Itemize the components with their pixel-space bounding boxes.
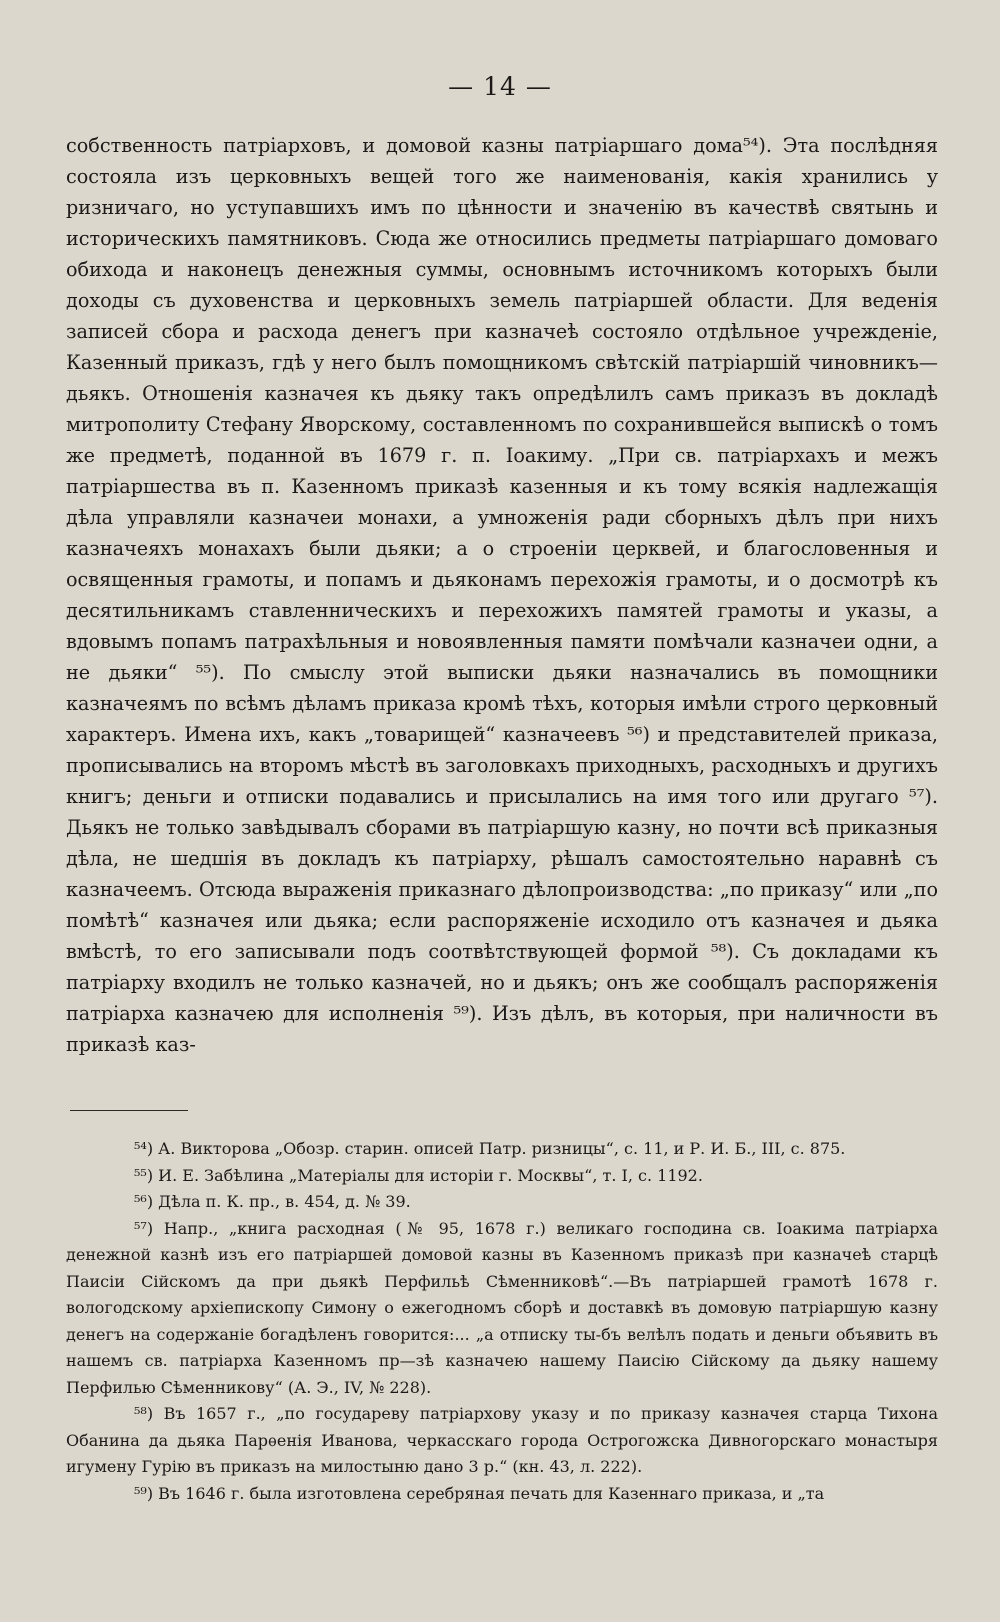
footnote-57: ⁵⁷) Напр., „книга расходная (№ 95, 1678 г.) великаго господина св. Іоакима патріарха денежной казнѣ изъ его патріаршей домовой казны въ Казенномъ приказѣ при казначеѣ старцѣ Паисіи Сійскомъ да при дьякѣ Перфильѣ Сѣменниковѣ“.—Въ патріаршей грамотѣ 1678 г. вологодскому архіепископу Симону о ежегодномъ сборѣ и доставкѣ въ домовую патріаршую казну денегъ на содержаніе богадѣленъ говорится:... „а отписку ты-бъ велѣлъ подать и деньги объявить въ нашемъ св. патріарха Казенномъ пр—зѣ казначею нашему Паисію Сійскому да дьяку нашему Перфилью Сѣменникову“ (А. Э., IV, № 228). bbox=[66, 1218, 938, 1397]
footnote-separator bbox=[70, 1110, 188, 1111]
footnote-54: ⁵⁴) А. Викторова „Обозр. старин. описей Патр. ризницы“, с. 11, и Р. И. Б., III, с. 875. bbox=[134, 1139, 846, 1158]
page-number: — 14 — bbox=[448, 72, 552, 101]
footnote-56: ⁵⁶) Дѣла п. К. пр., в. 454, д. № 39. bbox=[134, 1192, 411, 1211]
main-paragraph: собственность патріарховъ, и домовой казны патріаршаго дома⁵⁴). Эта послѣдняя состояла изъ церковныхъ вещей того же наименованія, какія хранились у ризничаго, но уступавшихъ имъ по цѣнности и значенію въ качествѣ святынь и историческихъ памятниковъ. Сюда же относились предметы патріаршаго домоваго обихода и наконецъ денежныя суммы, основнымъ источникомъ которыхъ были доходы съ духовенства и церковныхъ земель патріаршей области. Для веденія записей сбора и расхода денегъ при казначеѣ состояло отдѣльное учрежденіе, Казенный приказъ, гдѣ у него былъ помощникомъ свѣтскій патріаршій чиновникъ—дьякъ. Отношенія казначея къ дьяку такъ опредѣлилъ самъ приказъ въ докладѣ митрополиту Стефану Яворскому, составленномъ по сохранившейся выпискѣ о томъ же предметѣ, поданной въ 1679 г. п. Іоакиму. „При св. патріархахъ и межъ патріаршества въ п. Казенномъ приказѣ казенныя и къ тому всякія надлежащія дѣла управляли казначеи монахи, а умноженія ради сборныхъ дѣлъ при нихъ казначеяхъ монахахъ были дьяки; а о строеніи церквей, и благословенныя и освященныя грамоты, и попамъ и дьяконамъ перехожія грамоты, и о досмотрѣ къ десятильникамъ ставленническихъ и перехожихъ памятей грамоты и указы, а вдовымъ попамъ патрахѣльныя и новоявленныя памяти помѣчали казначеи одни, а не дьяки“ ⁵⁵). По смыслу этой выписки дьяки назначались въ помощники казначеямъ по всѣмъ дѣламъ приказа кромѣ тѣхъ, которыя имѣли строго церковный характеръ. Имена ихъ, какъ „товарищей“ казначеевъ ⁵⁶) и представителей приказа, прописывались на второмъ мѣстѣ въ заголовкахъ приходныхъ, расходныхъ и другихъ книгъ; деньги и отписки подавались и присылались на имя того или другаго ⁵⁷). Дьякъ не только завѣдывалъ сборами въ патріаршую казну, но почти всѣ приказныя дѣла, не шедшія въ докладъ къ патріарху, рѣшалъ самостоятельно наравнѣ съ казначеемъ. Отсюда выраженія приказнаго дѣлопроизводства: „по приказу“ или „по помѣтѣ“ казначея или дьяка; если распоряженіе исходило отъ казначея и дьяка вмѣстѣ, то его записывали подъ соотвѣтствующей формой ⁵⁸). Съ докладами къ патріарху входилъ не только казначей, но и дьякъ; онъ же сообщалъ распоряженія патріарха казначею для исполненія ⁵⁹). Изъ дѣлъ, въ которыя, при наличности въ приказѣ каз- bbox=[66, 134, 938, 1056]
main-text-block bbox=[66, 130, 938, 1060]
footnote-58: ⁵⁸) Въ 1657 г., „по государеву патріархову указу и по приказу казначея старца Тихона Обанина да дьяка Парѳенія Иванова, черкасскаго города Острогожска Дивногорскаго монастыря игумену Гурію въ приказъ на милостыню дано 3 р.“ (кн. 43, л. 222). bbox=[66, 1404, 938, 1476]
footnotes-block bbox=[66, 1136, 938, 1507]
footnote-59: ⁵⁹) Въ 1646 г. была изготовлена серебряная печать для Казеннаго приказа, и „та bbox=[134, 1483, 825, 1503]
footnote-55: ⁵⁵) И. Е. Забѣлина „Матеріалы для исторіи г. Москвы“, т. I, с. 1192. bbox=[134, 1165, 703, 1185]
